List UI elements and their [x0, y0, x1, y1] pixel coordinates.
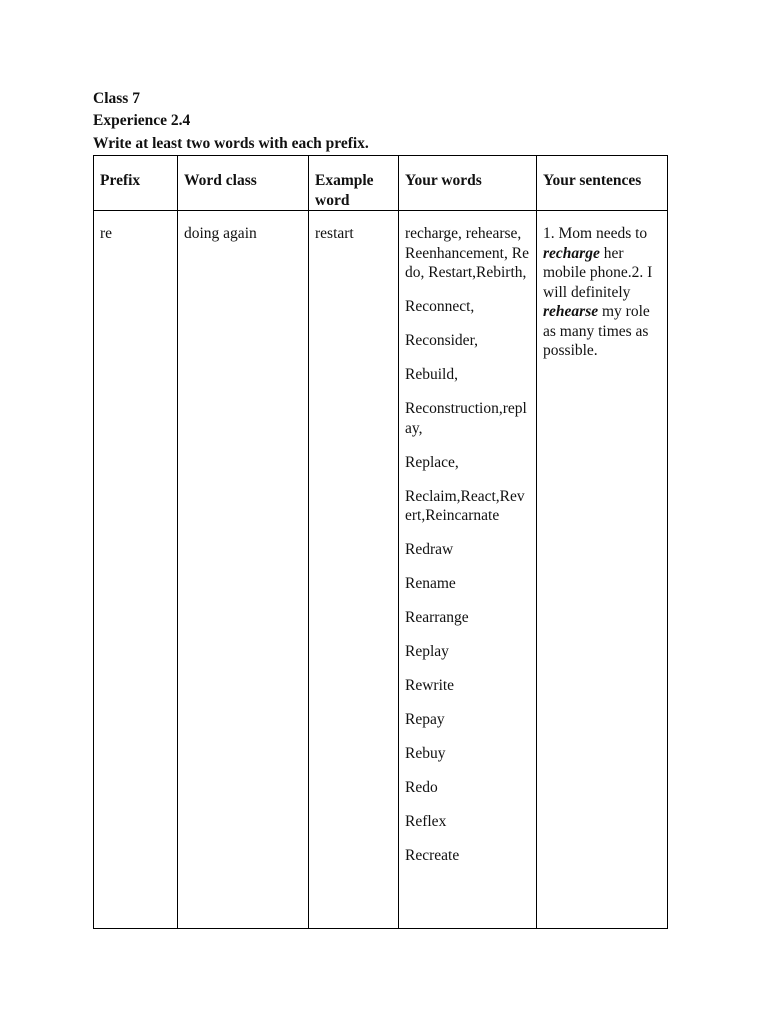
sentence-text	[543, 225, 652, 359]
word-list-item: Reconsider,	[405, 332, 478, 349]
sentence-emphasis-rehearse: rehearse	[543, 303, 599, 320]
sentence-part-2: her mobile phone.2. I will definitely	[543, 244, 653, 301]
word-list-item: Rebuy	[405, 745, 446, 762]
word-list-item: Repay	[405, 711, 445, 728]
cell-example-word: restart	[309, 211, 399, 929]
cell-your-sentences	[537, 211, 668, 929]
header-your-words: Your words	[399, 156, 537, 211]
header-your-sentences: Your sentences	[537, 156, 668, 211]
word-list-item: Reconnect,	[405, 298, 475, 315]
word-list-item: Replace,	[405, 453, 459, 471]
word-list-item: Rebuild,	[405, 366, 458, 383]
table-row	[94, 211, 668, 929]
word-list-item: Rewrite	[405, 677, 455, 694]
table-header-row	[94, 156, 668, 211]
word-list-item: Redo	[405, 779, 438, 796]
header-prefix: Prefix	[94, 156, 178, 211]
experience-heading: Experience 2.4	[93, 112, 191, 129]
word-list-item: Rename	[405, 575, 456, 592]
word-list-item: Reconstruction,replay,	[405, 400, 527, 437]
sentence-emphasis-recharge: recharge	[543, 244, 600, 262]
sentence-part-1: 1. Mom needs to	[543, 225, 648, 242]
word-list-item: Reclaim,React,Revert,Reincarnate	[405, 487, 525, 524]
sentence-part-3: my role as many times as possible.	[543, 303, 650, 359]
cell-prefix: re	[94, 211, 178, 929]
cell-word-class: doing again	[178, 211, 309, 929]
word-list-item: Replay	[405, 643, 449, 660]
header-example-word: Example word	[309, 156, 399, 211]
word-list-item: recharge, rehearse, Reenhancement, Redo, Restart,Rebirth,	[405, 225, 529, 281]
header-word-class: Word class	[178, 156, 309, 211]
word-list-item: Redraw	[405, 541, 454, 558]
cell-your-words	[399, 211, 537, 929]
word-list-item: Rearrange	[405, 609, 469, 626]
prefix-table	[93, 155, 668, 929]
instruction-heading: Write at least two words with each prefix.	[93, 135, 369, 152]
word-list-item: Reflex	[405, 813, 447, 830]
class-heading: Class 7	[93, 90, 140, 107]
word-list-item: Recreate	[405, 847, 460, 864]
